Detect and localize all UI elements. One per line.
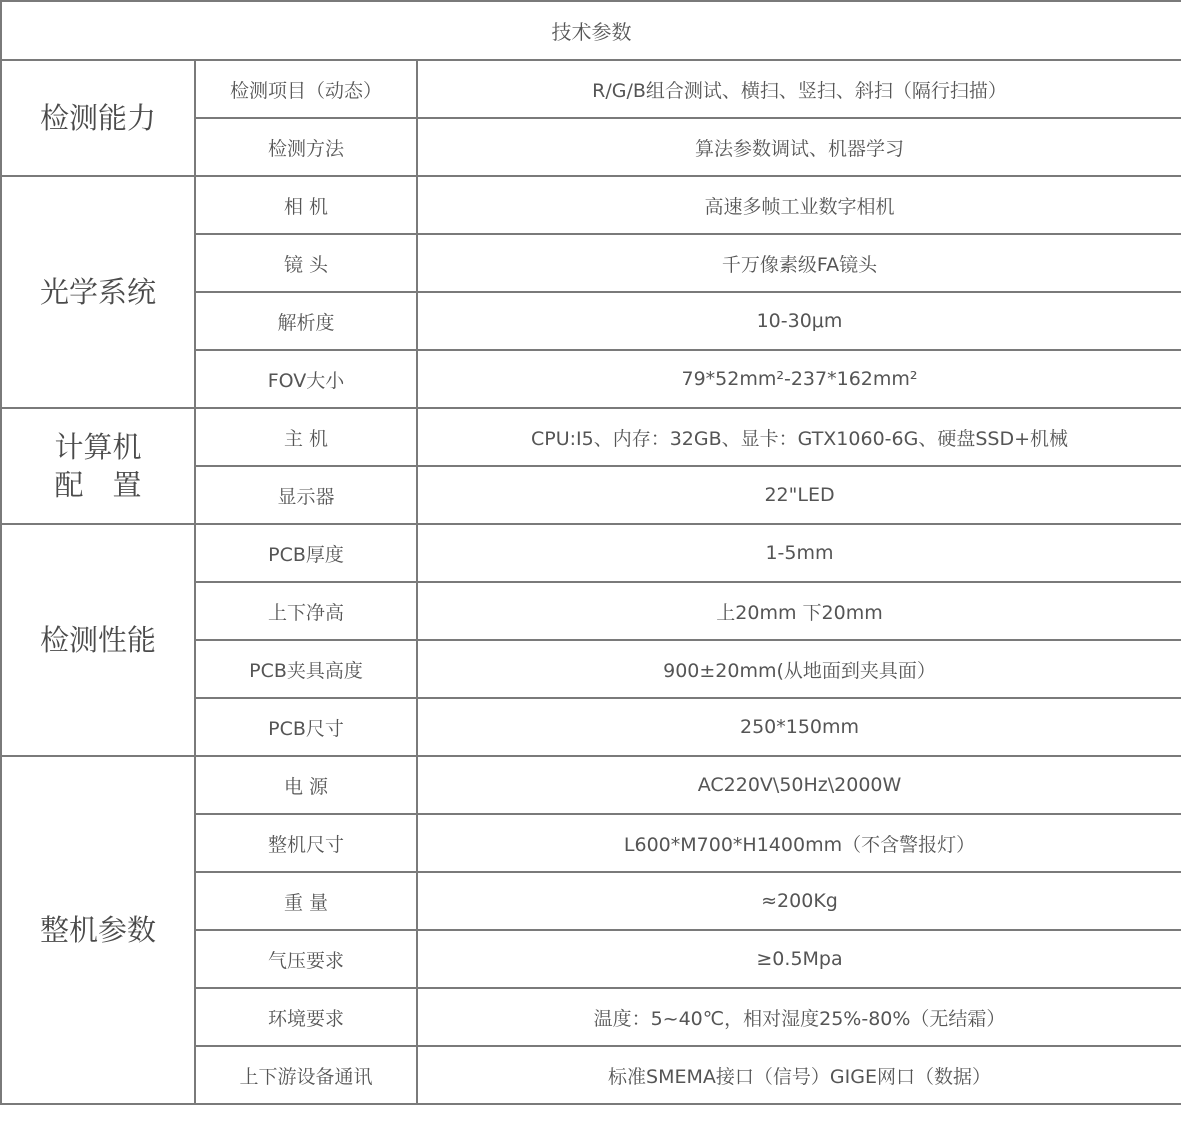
param-value: ≈200Kg <box>417 872 1181 930</box>
param-label: PCB夹具高度 <box>195 640 417 698</box>
param-label: 整机尺寸 <box>195 814 417 872</box>
title-row <box>1 1 1181 60</box>
param-value: AC220V\50Hz\2000W <box>417 756 1181 814</box>
param-label: 上下净高 <box>195 582 417 640</box>
param-value: 算法参数调试、机器学习 <box>417 118 1181 176</box>
param-label: PCB厚度 <box>195 524 417 582</box>
param-value: 79*52mm²-237*162mm² <box>417 350 1181 408</box>
table-row <box>1 176 1181 234</box>
param-value: L600*M700*H1400mm（不含警报灯） <box>417 814 1181 872</box>
group-label: 检测性能 <box>1 524 195 756</box>
param-value: 1-5mm <box>417 524 1181 582</box>
param-label: PCB尺寸 <box>195 698 417 756</box>
param-label: 相 机 <box>195 176 417 234</box>
param-value: 标准SMEMA接口（信号）GIGE网口（数据） <box>417 1046 1181 1104</box>
table-row <box>1 408 1181 466</box>
param-value: 250*150mm <box>417 698 1181 756</box>
param-value: 上20mm 下20mm <box>417 582 1181 640</box>
param-label: 镜 头 <box>195 234 417 292</box>
table-row <box>1 524 1181 582</box>
param-label: 重 量 <box>195 872 417 930</box>
param-value: 千万像素级FA镜头 <box>417 234 1181 292</box>
param-label: 解析度 <box>195 292 417 350</box>
param-value: 22"LED <box>417 466 1181 524</box>
table-row <box>1 60 1181 118</box>
param-value: 高速多帧工业数字相机 <box>417 176 1181 234</box>
group-label: 检测能力 <box>1 60 195 176</box>
param-label: FOV大小 <box>195 350 417 408</box>
param-value: ≥0.5Mpa <box>417 930 1181 988</box>
param-label: 上下游设备通讯 <box>195 1046 417 1104</box>
param-label: 环境要求 <box>195 988 417 1046</box>
group-label: 计算机 配 置 <box>1 408 195 524</box>
param-label: 检测项目（动态） <box>195 60 417 118</box>
param-value: 10-30μm <box>417 292 1181 350</box>
param-value: R/G/B组合测试、横扫、竖扫、斜扫（隔行扫描） <box>417 60 1181 118</box>
table-title: 技术参数 <box>1 1 1181 60</box>
group-label: 整机参数 <box>1 756 195 1104</box>
table-row <box>1 756 1181 814</box>
group-label: 光学系统 <box>1 176 195 408</box>
param-label: 主 机 <box>195 408 417 466</box>
param-value: CPU:I5、内存：32GB、显卡：GTX1060-6G、硬盘SSD+机械 <box>417 408 1181 466</box>
param-label: 显示器 <box>195 466 417 524</box>
param-label: 气压要求 <box>195 930 417 988</box>
param-label: 电 源 <box>195 756 417 814</box>
param-value: 900±20mm(从地面到夹具面） <box>417 640 1181 698</box>
param-label: 检测方法 <box>195 118 417 176</box>
param-value: 温度：5~40℃，相对湿度25%-80%（无结霜） <box>417 988 1181 1046</box>
